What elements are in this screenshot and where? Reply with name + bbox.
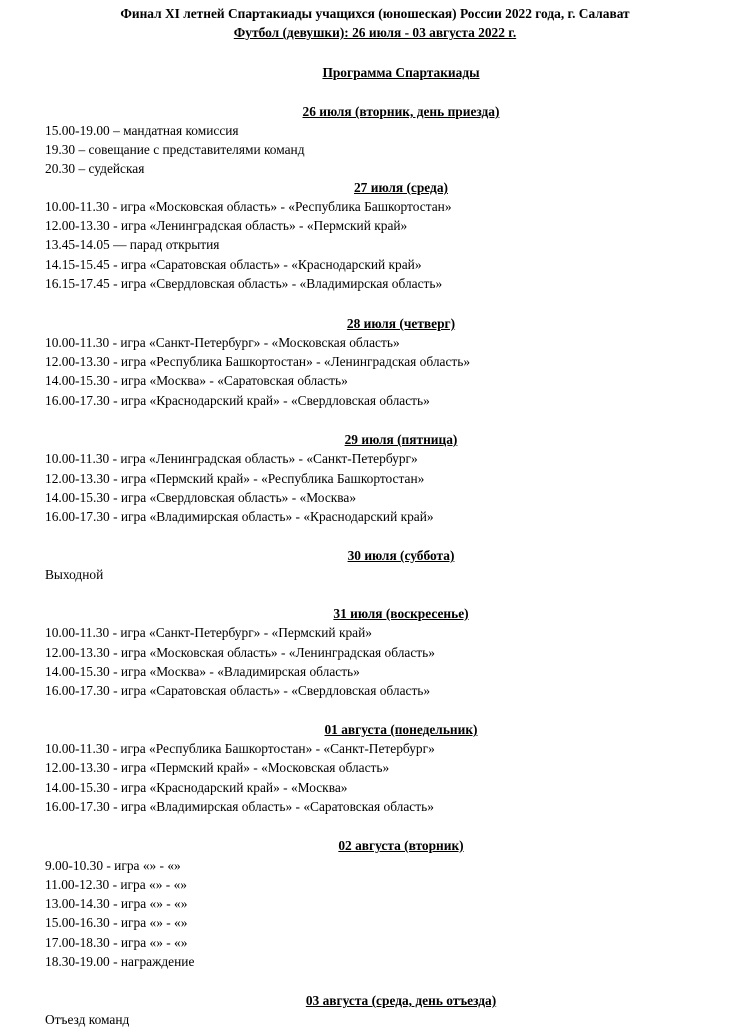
schedule-line: 14.00-15.30 - игра «Краснодарский край» - «Москва»	[45, 780, 348, 795]
document-title: Финал XI летней Спартакиады учащихся (юношеская) России 2022 года, г. Салават	[120, 6, 630, 21]
schedule-line: 14.00-15.30 - игра «Москва» - «Владимирская область»	[45, 664, 360, 679]
document-subtitle: Футбол (девушки): 26 июля - 03 августа 2022 г.	[233, 25, 517, 40]
day-heading: 28 июля (четверг)	[346, 316, 456, 331]
program-title: Программа Спартакиады	[322, 65, 480, 80]
schedule-line: 13.00-14.30 - игра «» - «»	[45, 896, 188, 911]
schedule-line: 12.00-13.30 - игра «Московская область» - «Ленинградская область»	[45, 645, 435, 660]
schedule-line: 9.00-10.30 - игра «» - «»	[45, 858, 181, 873]
day-heading: 27 июля (среда)	[353, 180, 448, 195]
schedule-line: 16.00-17.30 - игра «Владимирская область» - «Саратовская область»	[45, 799, 434, 814]
schedule-line: 20.30 – судейская	[45, 161, 145, 176]
schedule-line: Отъезд команд	[45, 1012, 130, 1027]
schedule-line: 12.00-13.30 - игра «Пермский край» - «Московская область»	[45, 760, 390, 775]
schedule-line: 16.00-17.30 - игра «Владимирская область» - «Краснодарский край»	[45, 509, 434, 524]
day-heading: 03 августа (среда, день отъезда)	[305, 993, 497, 1008]
schedule-line: 14.00-15.30 - игра «Москва» - «Саратовская область»	[45, 373, 348, 388]
schedule-line: 18.30-19.00 - награждение	[45, 954, 195, 969]
schedule-line: 11.00-12.30 - игра «» - «»	[45, 877, 187, 892]
schedule-line: 12.00-13.30 - игра «Пермский край» - «Республика Башкортостан»	[45, 471, 425, 486]
schedule-line: 16.00-17.30 - игра «Саратовская область» - «Свердловская область»	[45, 683, 431, 698]
day-heading: 29 июля (пятница)	[344, 432, 458, 447]
schedule-line: 15.00-16.30 - игра «» - «»	[45, 915, 188, 930]
schedule-line: 17.00-18.30 - игра «» - «»	[45, 935, 188, 950]
schedule-line: 12.00-13.30 - игра «Ленинградская область» - «Пермский край»	[45, 218, 408, 233]
day-heading: 30 июля (суббота)	[347, 548, 455, 563]
schedule-line: 13.45-14.05 — парад открытия	[45, 237, 220, 252]
schedule-line: 12.00-13.30 - игра «Республика Башкортостан» - «Ленинградская область»	[45, 354, 471, 369]
day-heading: 31 июля (воскресенье)	[333, 606, 469, 621]
schedule-line: 16.00-17.30 - игра «Краснодарский край» - «Свердловская область»	[45, 393, 430, 408]
schedule-line: 14.00-15.30 - игра «Свердловская область» - «Москва»	[45, 490, 357, 505]
day-heading: 26 июля (вторник, день приезда)	[302, 104, 500, 119]
schedule-line: 10.00-11.30 - игра «Санкт-Петербург» - «Московская область»	[45, 335, 400, 350]
schedule-line: 15.00-19.00 – мандатная комиссия	[45, 123, 239, 138]
schedule-line: 10.00-11.30 - игра «Республика Башкортостан» - «Санкт-Петербург»	[45, 741, 435, 756]
schedule-line: 19.30 – совещание с представителями команд	[45, 142, 305, 157]
schedule-line: Выходной	[45, 567, 104, 582]
schedule-line: 10.00-11.30 - игра «Ленинградская область» - «Санкт-Петербург»	[45, 451, 418, 466]
day-heading: 02 августа (вторник)	[338, 838, 464, 853]
document-header	[0, 4, 750, 42]
day-heading: 01 августа (понедельник)	[324, 722, 478, 737]
schedule-line: 16.15-17.45 - игра «Свердловская область» - «Владимирская область»	[45, 276, 443, 291]
schedule-line: 10.00-11.30 - игра «Московская область» - «Республика Башкортостан»	[45, 199, 452, 214]
schedule-line: 14.15-15.45 - игра «Саратовская область» - «Краснодарский край»	[45, 257, 422, 272]
schedule-line: 10.00-11.30 - игра «Санкт-Петербург» - «Пермский край»	[45, 625, 372, 640]
